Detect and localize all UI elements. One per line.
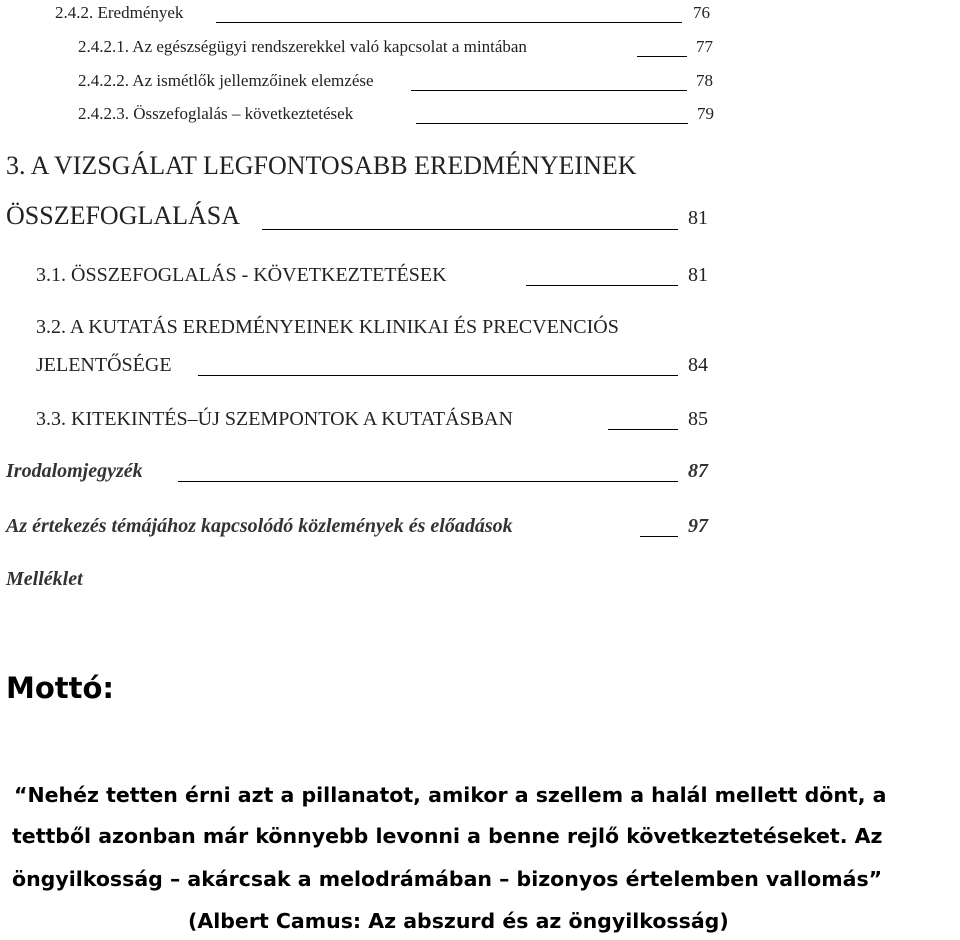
- toc-page-number: 85: [688, 408, 708, 430]
- toc-entry-label: 3.3. KITEKINTÉS–ÚJ SZEMPONTOK A KUTATÁSBAN: [36, 408, 513, 430]
- motto-quote-line: öngyilkosság – akárcsak a melodrámában – bizonyos értelemben vallomás”: [12, 867, 883, 891]
- toc-entry[interactable]: [0, 458, 960, 488]
- toc-leader: [411, 90, 687, 91]
- toc-page-number: 84: [688, 354, 708, 376]
- toc-page-number: 97: [688, 515, 708, 537]
- toc-page-number: 79: [697, 104, 714, 123]
- toc-entry-label: Melléklet: [6, 568, 83, 590]
- toc-entry[interactable]: [0, 103, 960, 133]
- toc-leader: [526, 285, 678, 286]
- toc-entry-label: 2.4.2. Eredmények: [55, 3, 184, 22]
- toc-entry[interactable]: [0, 513, 960, 543]
- motto-quote-line: “Nehéz tetten érni azt a pillanatot, amikor a szellem a halál mellett dönt, a: [14, 783, 887, 807]
- toc-entry[interactable]: [0, 151, 960, 231]
- toc-entry-label: 2.4.2.2. Az ismétlők jellemzőinek elemzése: [78, 71, 374, 90]
- toc-page-number: 87: [688, 460, 708, 482]
- motto-title: Mottó:: [6, 671, 115, 705]
- toc-page-number: 81: [688, 264, 708, 286]
- toc-page-number: 81: [688, 207, 708, 229]
- toc-entry[interactable]: [0, 2, 960, 32]
- toc-entry[interactable]: [0, 314, 960, 384]
- toc-entry[interactable]: [0, 70, 960, 100]
- toc-page-number: 76: [693, 3, 710, 22]
- toc-entry-label: 3.1. ÖSSZEFOGLALÁS - KÖVETKEZTETÉSEK: [36, 264, 447, 286]
- toc-entry-label: Irodalomjegyzék: [6, 460, 143, 482]
- toc-entry[interactable]: [0, 566, 960, 596]
- toc-page-number: 78: [696, 71, 713, 90]
- toc-entry-label: Az értekezés témájához kapcsolódó közlemények és előadások: [6, 515, 513, 537]
- toc-leader: [637, 56, 687, 57]
- toc-leader: [216, 22, 682, 23]
- toc-entry-label-line2: JELENTŐSÉGE: [36, 354, 172, 376]
- toc-entry-label-line1: 3.2. A KUTATÁS EREDMÉNYEINEK KLINIKAI ÉS PRECVENCIÓS: [36, 316, 619, 338]
- toc-leader: [416, 123, 688, 124]
- toc-leader: [608, 429, 678, 430]
- motto-quote-line: tettből azonban már könnyebb levonni a benne rejlő következtetéseket. Az: [12, 824, 883, 848]
- toc-entry[interactable]: [0, 406, 960, 436]
- toc-entry-label-line1: 3. A VIZSGÁLAT LEGFONTOSABB EREDMÉNYEINEK: [6, 151, 637, 180]
- motto-attribution: (Albert Camus: Az abszurd és az öngyilkosság): [188, 909, 729, 933]
- toc-leader: [262, 229, 678, 230]
- toc-leader: [178, 481, 678, 482]
- toc-entry-label: 2.4.2.1. Az egészségügyi rendszerekkel való kapcsolat a mintában: [78, 37, 527, 56]
- toc-entry[interactable]: [0, 262, 960, 292]
- toc-entry-label-line2: ÖSSZEFOGLALÁSA: [6, 201, 241, 230]
- toc-page-number: 77: [696, 37, 713, 56]
- toc-leader: [198, 375, 678, 376]
- toc-entry-label: 2.4.2.3. Összefoglalás – következtetések: [78, 104, 354, 123]
- toc-entry[interactable]: [0, 36, 960, 66]
- toc-leader: [640, 536, 678, 537]
